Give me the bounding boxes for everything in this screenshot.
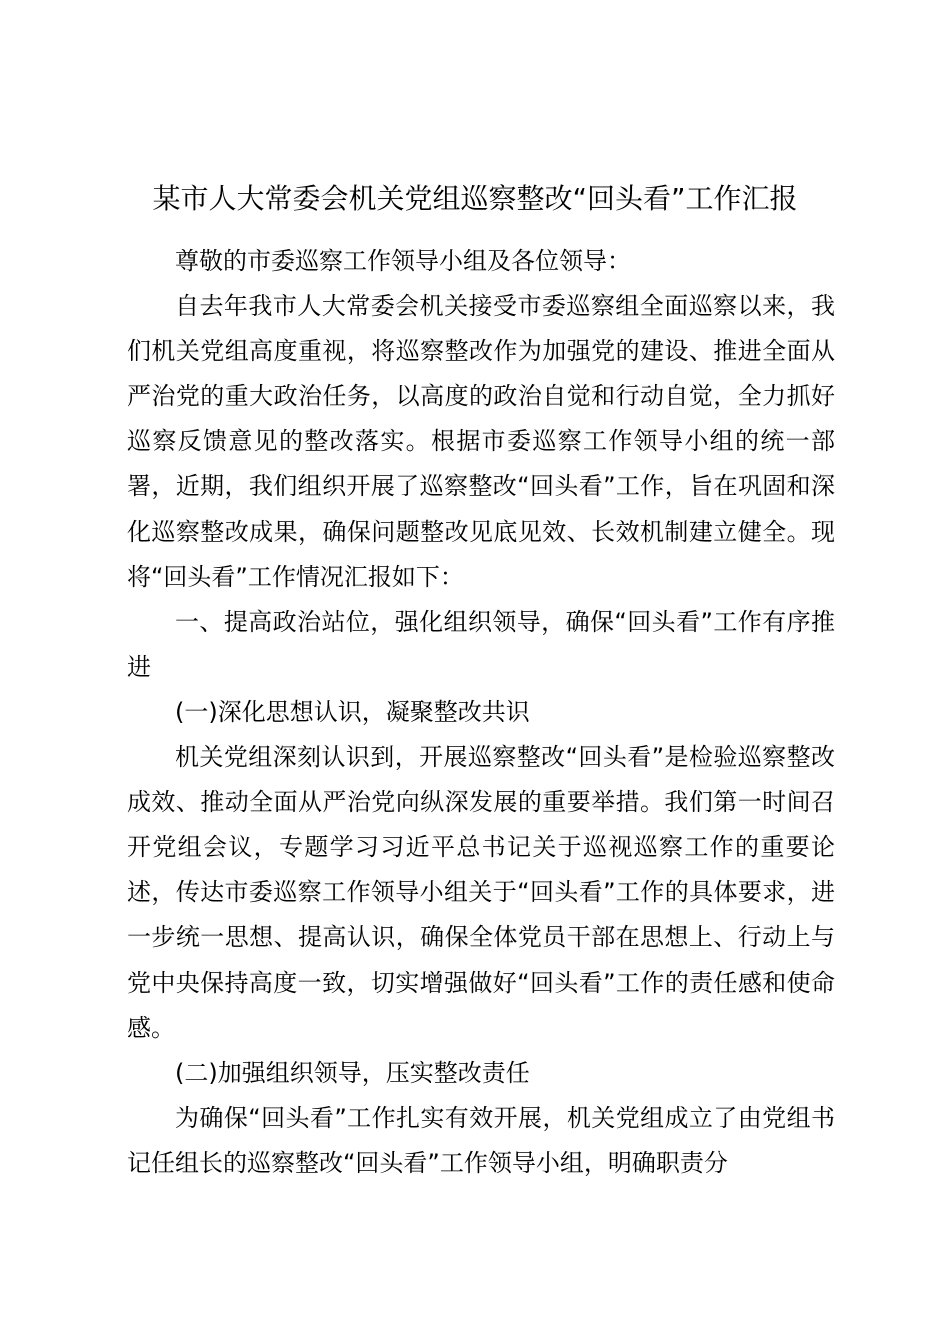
document-body	[127, 239, 835, 1186]
salutation: 尊敬的市委巡察工作领导小组及各位领导：	[175, 247, 631, 275]
subsection-paragraph-2: 为确保“回头看”工作扎实有效开展，机关党组成立了由党组书记任组长的巡察整改“回头看”工作领导小组，明确职责分	[127, 1103, 835, 1177]
section-heading-1: 一、提高政治站位，强化组织领导，确保“回头看”工作有序推进	[127, 607, 835, 681]
intro-paragraph: 自去年我市人大常委会机关接受市委巡察组全面巡察以来，我们机关党组高度重视，将巡察整改作为加强党的建设、推进全面从严治党的重大政治任务，以高度的政治自觉和行动自觉，全力抓好巡察反馈意见的整改落实。根据市委巡察工作领导小组的统一部署，近期，我们组织开展了巡察整改“回头看”工作，旨在巩固和深化巡察整改成果，确保问题整改见底见效、长效机制建立健全。现将“回头看”工作情况汇报如下：	[127, 292, 835, 591]
subsection-paragraph-1: 机关党组深刻认识到，开展巡察整改“回头看”是检验巡察整改成效、推动全面从严治党向纵深发展的重要举措。我们第一时间召开党组会议，专题学习习近平总书记关于巡视巡察工作的重要论述，传达市委巡察工作领导小组关于“回头看”工作的具体要求，进一步统一思想、提高认识，确保全体党员干部在思想上、行动上与党中央保持高度一致，切实增强做好“回头看”工作的责任感和使命感。	[127, 743, 835, 1042]
subsection-heading-1: (一)深化思想认识，凝聚整改共识	[175, 697, 530, 726]
subsection-heading-2: (二)加强组织领导，压实整改责任	[175, 1058, 530, 1087]
document-title: 某市人大常委会机关党组巡察整改“回头看”工作汇报	[152, 182, 798, 215]
